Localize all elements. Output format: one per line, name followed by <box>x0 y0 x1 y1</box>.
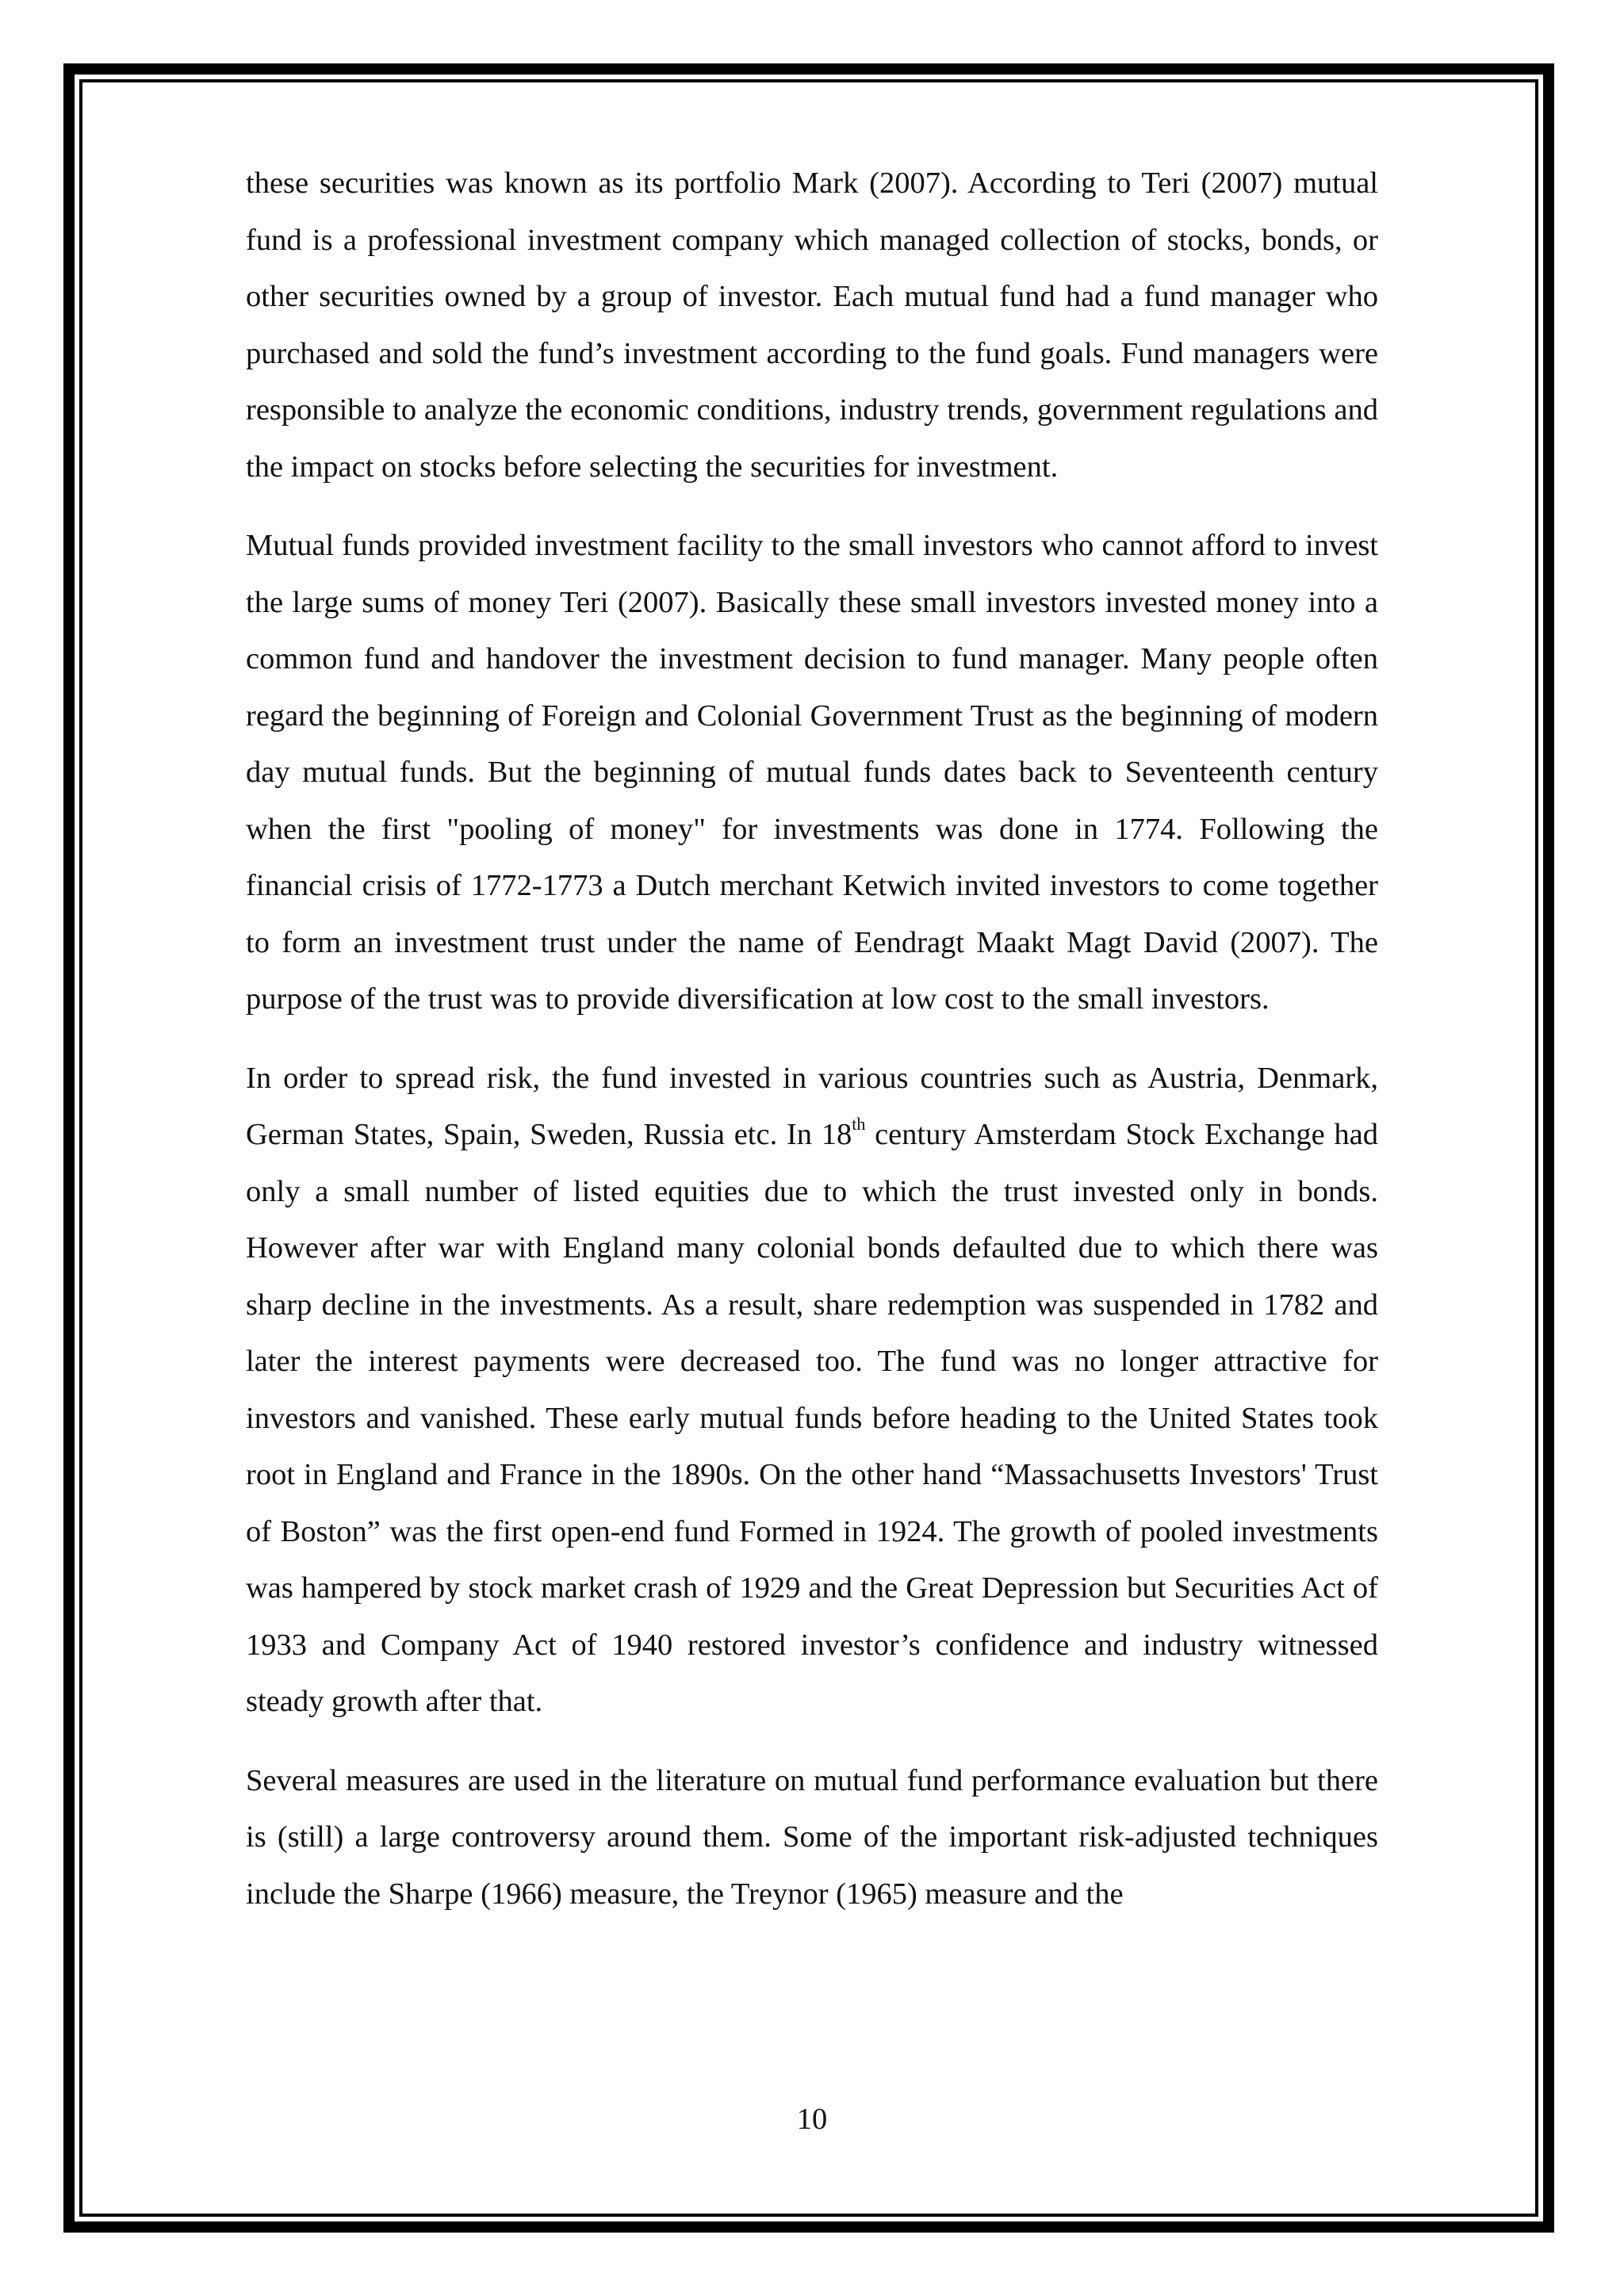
paragraph-text-segment: In order to spread risk, the fund invested in various countries such as Austria, Denmark, German States, Spain, Sweden, Russia etc. In 18 <box>246 1061 1378 1151</box>
paragraph-portfolio-definition: these securities was known as its portfolio Mark (2007). According to Teri (2007) mutual fund is a professional investment company which managed collection of stocks, bonds, or other securities owned by a group of investor. Each mutual fund had a fund manager who purchased and sold the fund’s investment according to the fund goals. Fund managers were responsible to analyze the economic conditions, industry trends, government regulations and the impact on stocks before selecting the securities for investment. <box>246 166 1378 484</box>
ordinal-superscript: th <box>852 1114 866 1134</box>
page-number: 10 <box>796 2103 828 2136</box>
paragraph-performance-measures: Several measures are used in the literature on mutual fund performance evaluation but there is (still) a large controversy around them. Some of the important risk-adjusted techniques include the Sharpe (1966) measure, the Treynor (1965) measure and the <box>246 1763 1378 1911</box>
paragraph-risk-spreading <box>246 1050 1378 1731</box>
paragraph-mutual-fund-history: Mutual funds provided investment facility to the small investors who cannot afford to invest the large sums of money Teri (2007). Basically these small investors invested money into a common fund and handover the investment decision to fund manager. Many people often regard the beginning of Foreign and Colonial Government Trust as the beginning of modern day mutual funds. But the beginning of mutual funds dates back to Seventeenth century when the first "pooling of money" for investments was done in 1774. Following the financial crisis of 1772-1773 a Dutch merchant Ketwich invited investors to come together to form an investment trust under the name of Eendragt Maakt Magt David (2007). The purpose of the trust was to provide diversification at low cost to the small investors. <box>246 529 1378 1016</box>
paragraph-text-segment: century Amsterdam Stock Exchange had only a small number of listed equities due to which the trust invested only in bonds. However after war with England many colonial bonds defaulted due to which there was sharp decline in the investments. As a result, share redemption was suspended in 1782 and later the interest payments were decreased too. The fund was no longer attractive for investors and vanished. These early mutual funds before heading to the United States took root in England and France in the 1890s. On the other hand “Massachusetts Investors' Trust of Boston” was the first open-end fund Formed in 1924. The growth of pooled investments was hampered by stock market crash of 1929 and the Great Depression but Securities Act of 1933 and Company Act of 1940 restored investor’s confidence and industry witnessed steady growth after that. <box>246 1118 1379 1718</box>
page-body <box>246 155 1378 1945</box>
